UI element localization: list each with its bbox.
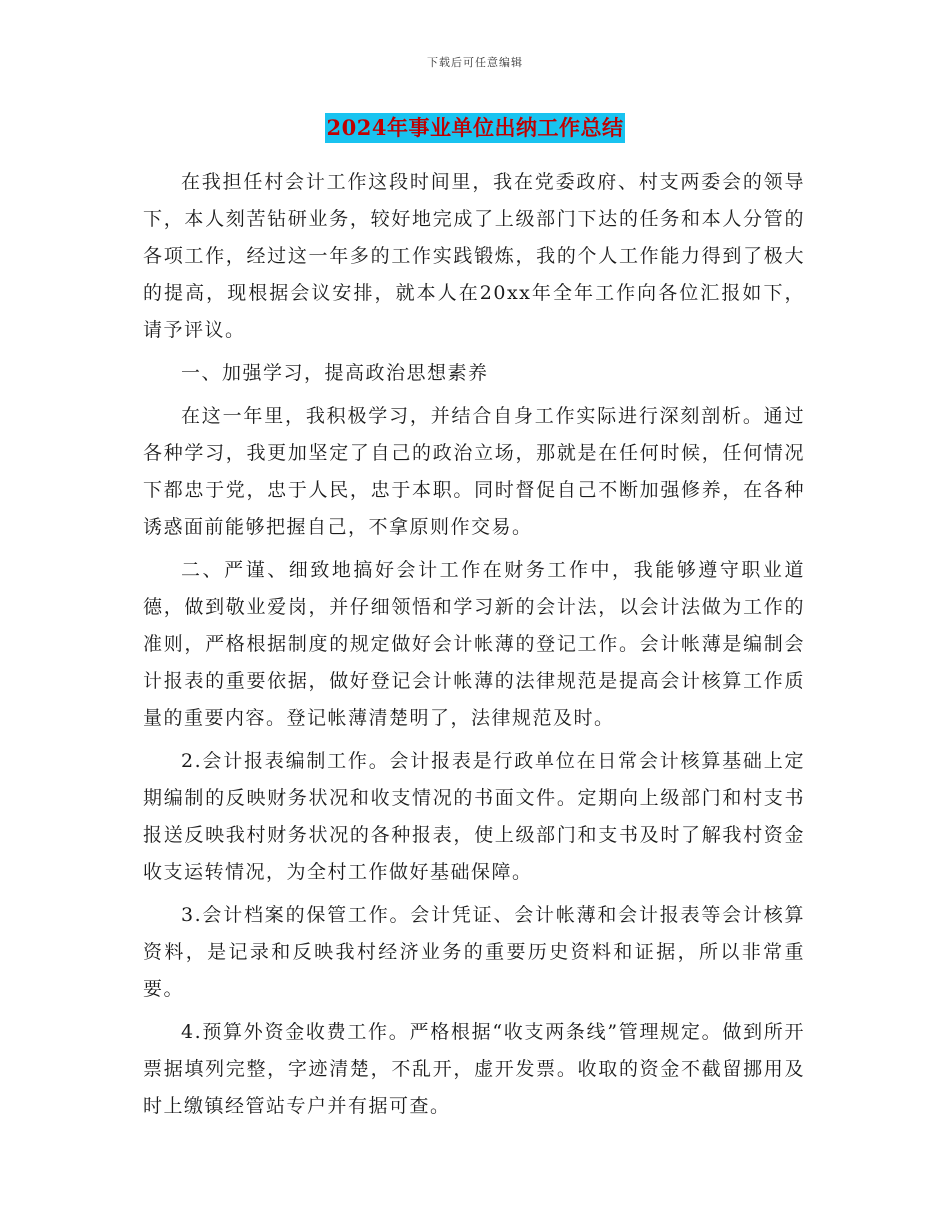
section-heading-1: 一、加强学习，提高政治思想素养 xyxy=(181,362,489,384)
paragraph-intro: 在我担任村会计工作这段时间里，我在党委政府、村支两委会的领导下，本人刻苦钻研业务，较好地完成了上级部门下达的任务和本人分管的各项工作，经过这一年多的工作实践锻炼，我的个人工作能力得到了极大的提高，现根据会议安排，就本人在20xx年全年工作向各位汇报如下，请予评议。 xyxy=(143,171,805,341)
document-body xyxy=(143,164,805,1131)
paragraph-item-4: 4.预算外资金收费工作。严格根据“收支两条线”管理规定。做到所开票据填列完整，字迹清楚，不乱开，虚开发票。收取的资金不截留挪用及时上缴镇经管站专户并有据可查。 xyxy=(143,1021,805,1117)
paragraph-item-3: 3.会计档案的保管工作。会计凭证、会计帐薄和会计报表等会计核算资料，是记录和反映我村经济业务的重要历史资料和证据，所以非常重要。 xyxy=(143,904,805,1000)
document-title: 2024年事业单位出纳工作总结 xyxy=(325,113,626,143)
paragraph-item-2: 2.会计报表编制工作。会计报表是行政单位在日常会计核算基础上定期编制的反映财务状况和收支情况的书面文件。定期向上级部门和村支书报送反映我村财务状况的各种报表，使上级部门和支书及时了解我村资金收支运转情况，为全村工作做好基础保障。 xyxy=(143,750,805,883)
title-container xyxy=(0,113,950,143)
paragraph-section-2: 二、严谨、细致地搞好会计工作在财务工作中，我能够遵守职业道德，做到敬业爱岗，并仔细领悟和学习新的会计法，以会计法做为工作的准则，严格根据制度的规定做好会计帐薄的登记工作。会计帐薄是编制会计报表的重要依据，做好登记会计帐薄的法律规范是提高会计核算工作质量的重要内容。登记帐薄清楚明了，法律规范及时。 xyxy=(143,559,805,729)
header-note: 下载后可任意编辑 xyxy=(427,56,523,69)
paragraph-section-1: 在这一年里，我积极学习，并结合自身工作实际进行深刻剖析。通过各种学习，我更加坚定了自己的政治立场，那就是在任何时候，任何情况下都忠于党，忠于人民，忠于本职。同时督促自己不断加强修养，在各种诱惑面前能够把握自己，不拿原则作交易。 xyxy=(143,405,805,538)
